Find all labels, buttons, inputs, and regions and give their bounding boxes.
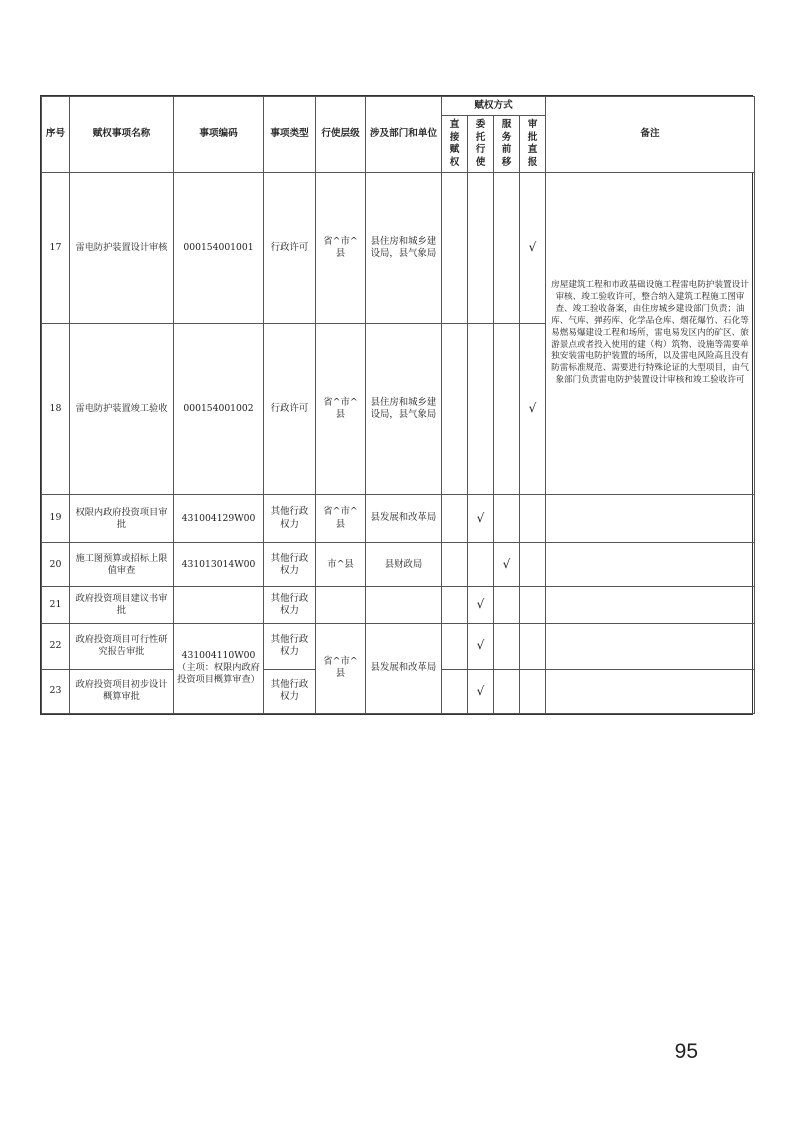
cell-item-code	[174, 587, 264, 623]
header-mode-entrust: 委托行使	[468, 116, 494, 173]
cell-level: 省^市^县	[316, 494, 366, 542]
cell-item-name: 雷电防护装置竣工验收	[70, 324, 174, 495]
cell-item-type: 其他行政权力	[264, 623, 316, 669]
cell-item-type: 其他行政权力	[264, 587, 316, 623]
cell-remark	[546, 669, 755, 713]
table-row	[42, 623, 755, 669]
cell-level: 省^市^县	[316, 173, 366, 324]
page-number: 95	[674, 1040, 698, 1063]
cell-item-code: 431004129W00	[174, 494, 264, 542]
header-empower-mode: 赋权方式	[442, 97, 546, 116]
cell-item-name: 施工图预算或招标上限值审查	[70, 543, 174, 587]
cell-item-code: 431013014W00	[174, 543, 264, 587]
cell-department: 县财政局	[366, 543, 442, 587]
cell-mode-approve	[520, 543, 546, 587]
cell-department: 县发展和改革局	[366, 494, 442, 542]
cell-item-type: 其他行政权力	[264, 543, 316, 587]
cell-level	[316, 587, 366, 623]
cell-mode-entrust	[468, 324, 494, 495]
cell-department: 县发展和改革局	[366, 623, 442, 713]
cell-seq: 23	[42, 669, 70, 713]
cell-remark	[546, 494, 755, 542]
header-seq: 序号	[42, 97, 70, 173]
cell-mode-service	[494, 623, 520, 669]
cell-department: 县住房和城乡建设局，县气象局	[366, 324, 442, 495]
empowerment-table-frame	[40, 95, 753, 715]
table-row	[42, 587, 755, 623]
cell-mode-entrust	[468, 173, 494, 324]
cell-item-code: 431004110W00（主项：权限内政府投资项目概算审查）	[174, 623, 264, 713]
cell-mode-direct	[442, 324, 468, 495]
header-level: 行使层级	[316, 97, 366, 173]
cell-mode-approve	[520, 623, 546, 669]
header-remark: 备注	[546, 97, 755, 173]
cell-item-name: 政府投资项目建议书审批	[70, 587, 174, 623]
header-row-1	[42, 97, 755, 116]
cell-item-name: 雷电防护装置设计审核	[70, 173, 174, 324]
table-row	[42, 173, 755, 324]
cell-seq: 19	[42, 494, 70, 542]
cell-level: 省^市^县	[316, 623, 366, 713]
cell-mode-entrust: √	[468, 623, 494, 669]
empowerment-items-table	[41, 96, 755, 714]
cell-mode-service	[494, 669, 520, 713]
cell-mode-approve	[520, 587, 546, 623]
header-item-name: 赋权事项名称	[70, 97, 174, 173]
cell-item-name: 政府投资项目可行性研究报告审批	[70, 623, 174, 669]
cell-seq: 21	[42, 587, 70, 623]
cell-mode-entrust: √	[468, 669, 494, 713]
cell-item-name: 权限内政府投资项目审批	[70, 494, 174, 542]
cell-item-type: 其他行政权力	[264, 494, 316, 542]
cell-seq: 20	[42, 543, 70, 587]
cell-level: 省^市^县	[316, 324, 366, 495]
cell-mode-service	[494, 173, 520, 324]
cell-seq: 17	[42, 173, 70, 324]
cell-mode-service	[494, 494, 520, 542]
cell-seq: 18	[42, 324, 70, 495]
cell-remark-17-18: 房屋建筑工程和市政基础设施工程雷电防护装置设计审核、竣工验收许可，整合纳入建筑工程施工图审查、竣工验收备案，由住房城乡建设部门负责；油库、气库、弹药库、化学品仓库、烟花爆竹、石化等易燃易爆建设工程和场所，雷电易发区内的矿区、旅游景点或者投入使用的建（构）筑物、设施等需要单独安装雷电防护装置的场所，以及雷电风险高且没有防雷标准规范、需要进行特殊论证的大型项目，由气象部门负责雷电防护装置设计审核和竣工验收许可	[546, 173, 755, 495]
cell-mode-entrust: √	[468, 587, 494, 623]
cell-mode-direct	[442, 494, 468, 542]
cell-department	[366, 587, 442, 623]
cell-remark	[546, 543, 755, 587]
cell-mode-direct	[442, 623, 468, 669]
cell-department: 县住房和城乡建设局，县气象局	[366, 173, 442, 324]
cell-mode-direct	[442, 669, 468, 713]
cell-level: 市^县	[316, 543, 366, 587]
cell-item-type: 行政许可	[264, 324, 316, 495]
cell-mode-direct	[442, 587, 468, 623]
cell-mode-approve	[520, 494, 546, 542]
header-mode-service: 服务前移	[494, 116, 520, 173]
cell-item-code: 000154001002	[174, 324, 264, 495]
header-department: 涉及部门和单位	[366, 97, 442, 173]
cell-mode-service: √	[494, 543, 520, 587]
cell-mode-approve: √	[520, 173, 546, 324]
header-mode-approve: 审批直报	[520, 116, 546, 173]
cell-mode-entrust: √	[468, 494, 494, 542]
cell-item-type: 其他行政权力	[264, 669, 316, 713]
cell-item-code: 000154001001	[174, 173, 264, 324]
cell-item-type: 行政许可	[264, 173, 316, 324]
cell-mode-approve	[520, 669, 546, 713]
cell-mode-direct	[442, 173, 468, 324]
cell-mode-service	[494, 587, 520, 623]
cell-remark	[546, 623, 755, 669]
table-row	[42, 543, 755, 587]
header-mode-direct: 直接赋权	[442, 116, 468, 173]
cell-remark	[546, 587, 755, 623]
header-item-code: 事项编码	[174, 97, 264, 173]
table-row	[42, 494, 755, 542]
cell-mode-approve: √	[520, 324, 546, 495]
header-item-type: 事项类型	[264, 97, 316, 173]
cell-item-name: 政府投资项目初步设计概算审批	[70, 669, 174, 713]
cell-seq: 22	[42, 623, 70, 669]
cell-mode-service	[494, 324, 520, 495]
cell-mode-entrust	[468, 543, 494, 587]
cell-mode-direct	[442, 543, 468, 587]
